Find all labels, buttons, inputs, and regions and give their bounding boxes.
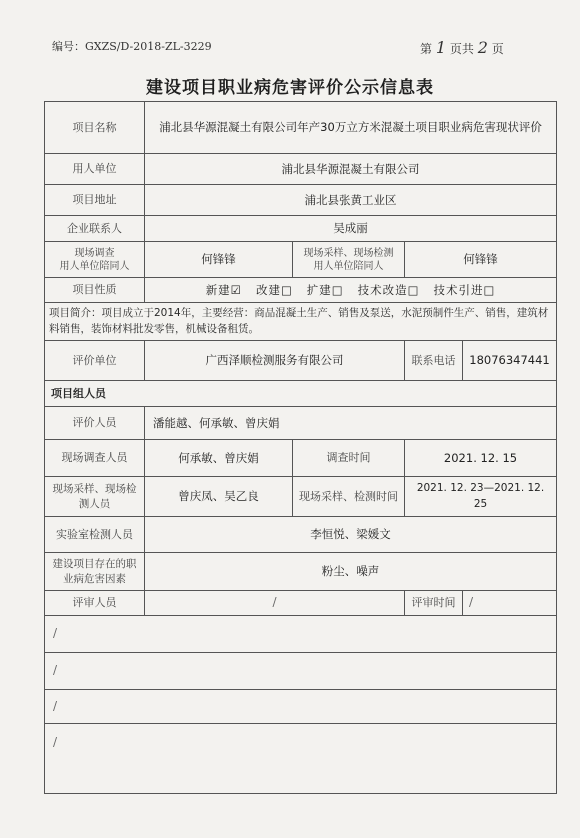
value-nature-checkboxes: 新建☑ 改建□ 扩建□ 技术改造□ 技术引进□ [145, 278, 557, 303]
value-survey-escort: 何锋锋 [145, 242, 293, 278]
value-employer: 浦北县华源混凝土有限公司 [145, 154, 557, 185]
value-lab: 李恒悦、梁媛文 [145, 517, 557, 553]
row-employer [45, 154, 557, 185]
row-samplers [45, 477, 557, 517]
value-phone: 18076347441 [463, 341, 557, 381]
project-intro: 项目简介：项目成立于2014年，主要经营：商品混凝土生产、销售及泵送，水泥预制件生产、销售，建筑材料销售，装饰材料批发零售，机械设备租赁。 [45, 303, 557, 341]
value-hazards: 粉尘、噪声 [145, 553, 557, 591]
label-phone: 联系电话 [405, 341, 463, 381]
row-nature [45, 278, 557, 303]
row-lab [45, 517, 557, 553]
page-current: 1 [435, 38, 447, 57]
value-address: 浦北县张黄工业区 [145, 185, 557, 216]
label-survey-escort: 现场调查 用人单位陪同人 [45, 242, 145, 278]
label-survey-time: 调查时间 [293, 440, 405, 477]
row-escorts [45, 242, 557, 278]
label-reviewers: 评审人员 [45, 591, 145, 616]
row-surveyors [45, 440, 557, 477]
page-indicator [420, 38, 504, 57]
label-employer: 用人单位 [45, 154, 145, 185]
row-blank-3 [45, 690, 557, 724]
page-suffix: 页 [491, 42, 504, 56]
label-eval-unit: 评价单位 [45, 341, 145, 381]
row-team-header [45, 381, 557, 407]
value-evaluators: 潘能越、何承敏、曾庆娟 [145, 407, 557, 440]
value-reviewers: / [145, 591, 405, 616]
label-contact: 企业联系人 [45, 216, 145, 242]
label-samplers: 现场采样、现场检测人员 [45, 477, 145, 517]
page-prefix: 第 [420, 42, 433, 56]
row-evaluators [45, 407, 557, 440]
label-sampling-escort: 现场采样、现场检测 用人单位陪同人 [293, 242, 405, 278]
value-sampling-time: 2021. 12. 23—2021. 12. 25 [405, 477, 557, 517]
value-review-time: / [463, 591, 557, 616]
label-evaluators: 评价人员 [45, 407, 145, 440]
value-project-name: 浦北县华源混凝土有限公司年产30万立方米混凝土项目职业病危害现状评价 [145, 102, 557, 154]
row-blank-1 [45, 616, 557, 653]
label-lab: 实验室检测人员 [45, 517, 145, 553]
row-intro [45, 303, 557, 341]
row-project-name [45, 102, 557, 154]
value-samplers: 曾庆凤、吴乙良 [145, 477, 293, 517]
page-total: 2 [477, 38, 488, 57]
blank-mark-2: / [45, 653, 557, 690]
label-address: 项目地址 [45, 185, 145, 216]
row-blank-4 [45, 724, 557, 794]
value-sampling-escort: 何锋锋 [405, 242, 557, 278]
page-mid: 页共 [449, 42, 474, 56]
section-team: 项目组人员 [45, 381, 557, 407]
info-table [44, 101, 557, 794]
document-number: 编号：GXZS/D-2018-ZL-3229 [52, 40, 212, 53]
label-project-name: 项目名称 [45, 102, 145, 154]
blank-mark-3: / [45, 690, 557, 724]
row-blank-2 [45, 653, 557, 690]
value-survey-time: 2021. 12. 15 [405, 440, 557, 477]
row-eval-unit [45, 341, 557, 381]
blank-mark-4: / [45, 724, 557, 794]
value-surveyors: 何承敏、曾庆娟 [145, 440, 293, 477]
page-title: 建设项目职业病危害评价公示信息表 [146, 78, 434, 98]
row-contact [45, 216, 557, 242]
label-review-time: 评审时间 [405, 591, 463, 616]
row-address [45, 185, 557, 216]
value-eval-unit: 广西泽顺检测服务有限公司 [145, 341, 405, 381]
label-surveyors: 现场调查人员 [45, 440, 145, 477]
label-nature: 项目性质 [45, 278, 145, 303]
row-hazards [45, 553, 557, 591]
blank-mark-1: / [45, 616, 557, 653]
row-reviewers [45, 591, 557, 616]
label-sampling-time: 现场采样、检测时间 [293, 477, 405, 517]
label-hazards: 建设项目存在的职业病危害因素 [45, 553, 145, 591]
value-contact: 吴成丽 [145, 216, 557, 242]
